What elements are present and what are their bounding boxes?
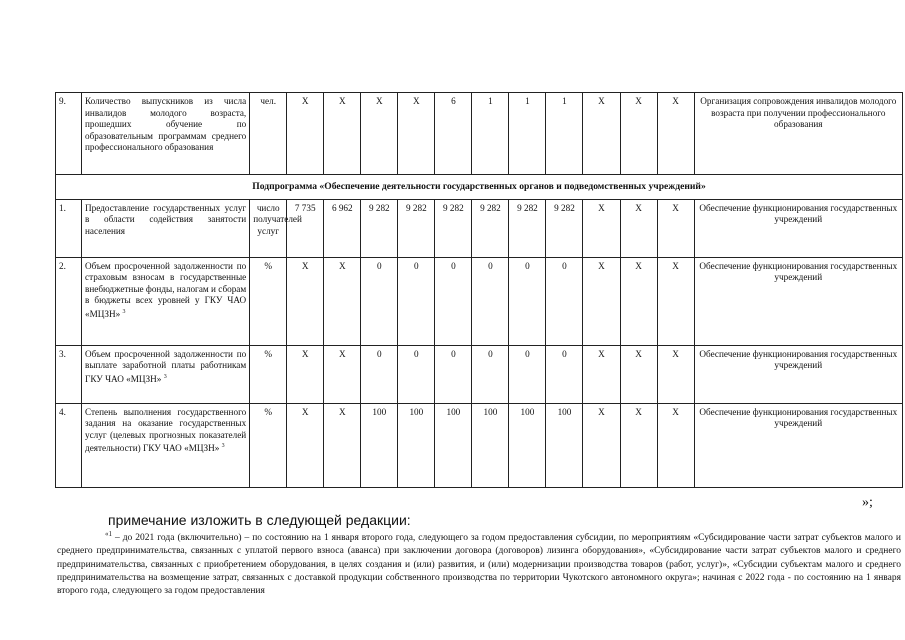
value-cell: X — [361, 93, 398, 175]
footnote-ref: 3 — [221, 443, 225, 449]
value-cell: 100 — [509, 403, 546, 487]
value-cell: X — [287, 93, 324, 175]
value-cell: 0 — [435, 257, 472, 345]
value-cell: 9 282 — [361, 199, 398, 257]
indicator-name — [82, 93, 250, 175]
value-cell: 9 282 — [398, 199, 435, 257]
note-body — [57, 528, 901, 599]
row-number: 9. — [56, 93, 82, 175]
value-cell: 0 — [472, 345, 509, 403]
table-row — [56, 199, 903, 257]
value-cell: 100 — [398, 403, 435, 487]
subprogram-title: Подпрограмма «Обеспечение деятельности государственных органов и подведомственных учреждений» — [56, 175, 903, 200]
value-cell: 100 — [435, 403, 472, 487]
value-cell: 0 — [398, 257, 435, 345]
remark-cell: Обеспечение функционирования государственных учреждений — [694, 257, 902, 345]
note-text: – до 2021 года (включительно) – по состоянию на 1 января второго года, следующего за годом предоставления субсидии, по мероприятиям «Субсидирование части затрат субъектов малого и среднего предпринимательства, связанных с уплатой первого взноса (аванса) при заключении договора (договоров) лизинга оборудования», «Субсидирование части затрат субъектов малого и среднего предпринимательства, связанных с приобретением оборудования, в целях создания и (или) развития, и (или) модернизации производства товаров (работ, услуг)», «Субсидии субъектам малого и среднего предпринимательства на возмещение затрат, связанных с доставкой продукции собственного производства по территории Чукотского автономного округа»; начиная с 2022 года - по состоянию на 1 января второго года, следующего за годом предоставления — [57, 533, 901, 597]
table-row — [56, 257, 903, 345]
value-cell: X — [583, 199, 620, 257]
value-cell: 0 — [546, 345, 583, 403]
value-cell: X — [583, 345, 620, 403]
value-cell: X — [583, 93, 620, 175]
indicator-name-text: Объем просроченной задолженности по выплате заработной платы работникам ГКУ ЧАО «МЦЗН» — [85, 348, 247, 384]
value-cell: 0 — [361, 257, 398, 345]
value-cell: X — [620, 199, 657, 257]
unit-cell: чел. — [250, 93, 287, 175]
value-cell: 100 — [546, 403, 583, 487]
table-row — [56, 403, 903, 487]
value-cell: X — [324, 345, 361, 403]
row-number: 1. — [56, 199, 82, 257]
value-cell: X — [657, 403, 694, 487]
value-cell: 9 282 — [472, 199, 509, 257]
value-cell: X — [398, 93, 435, 175]
value-cell: X — [324, 257, 361, 345]
value-cell: 0 — [361, 345, 398, 403]
value-cell: 1 — [546, 93, 583, 175]
value-cell: 100 — [472, 403, 509, 487]
row-number: 4. — [56, 403, 82, 487]
indicator-name — [82, 345, 250, 403]
value-cell: 0 — [435, 345, 472, 403]
unit-cell: % — [250, 257, 287, 345]
footnote-ref: 3 — [163, 373, 167, 380]
remark-cell: Обеспечение функционирования государственных учреждений — [694, 403, 902, 487]
value-cell: X — [287, 257, 324, 345]
row-number: 3. — [56, 345, 82, 403]
value-cell: 9 282 — [546, 199, 583, 257]
note-title: примечание изложить в следующей редакции: — [108, 512, 411, 528]
value-cell: X — [657, 93, 694, 175]
indicator-name-text: Степень выполнения государственного задания на оказание государственных услуг (целевых прогнозных показателей деятельности) ГКУ ЧАО «МЦЗН» — [85, 406, 247, 454]
value-cell: X — [620, 257, 657, 345]
value-cell: 0 — [509, 345, 546, 403]
footnote-ref: 3 — [122, 308, 126, 315]
value-cell: X — [620, 345, 657, 403]
value-cell: 0 — [398, 345, 435, 403]
value-cell: 0 — [472, 257, 509, 345]
value-cell: 0 — [546, 257, 583, 345]
row-number: 2. — [56, 257, 82, 345]
value-cell: X — [657, 199, 694, 257]
table-row — [56, 345, 903, 403]
value-cell: X — [657, 257, 694, 345]
indicator-name-text: Количество выпускников из числа инвалидов молодого возраста, прошедших обучение по образовательным программам среднего профессионального образования — [85, 96, 247, 152]
remark-cell: Обеспечение функционирования государственных учреждений — [694, 199, 902, 257]
remark-cell: Обеспечение функционирования государственных учреждений — [694, 345, 902, 403]
indicators-table — [55, 92, 903, 488]
value-cell: X — [620, 403, 657, 487]
subprogram-header-row — [56, 175, 903, 200]
table-row — [56, 93, 903, 175]
value-cell: 100 — [361, 403, 398, 487]
value-cell: X — [324, 403, 361, 487]
indicator-name-text: Предоставление государственных услуг в области содействия занятости населения — [85, 202, 247, 236]
value-cell: X — [324, 93, 361, 175]
value-cell: X — [287, 403, 324, 487]
value-cell: X — [583, 257, 620, 345]
closing-quote: »; — [862, 495, 873, 510]
indicator-name — [82, 257, 250, 345]
value-cell: X — [287, 345, 324, 403]
note-open-mark: «1 — [105, 530, 112, 538]
unit-cell: % — [250, 345, 287, 403]
value-cell: 9 282 — [435, 199, 472, 257]
value-cell: X — [657, 345, 694, 403]
value-cell: X — [583, 403, 620, 487]
value-cell: X — [620, 93, 657, 175]
indicator-name — [82, 403, 250, 487]
value-cell: 6 962 — [324, 199, 361, 257]
remark-cell: Организация сопровождения инвалидов молодого возраста при получении профессионального образования — [694, 93, 902, 175]
indicator-name-text: Объем просроченной задолженности по страховым взносам в государственные внебюджетные фонды, налогам и сборам в бюджеты всех уровней у ГКУ ЧАО «МЦЗН» — [85, 260, 247, 319]
value-cell: 7 735 — [287, 199, 324, 257]
value-cell: 0 — [509, 257, 546, 345]
unit-cell: % — [250, 403, 287, 487]
value-cell: 6 — [435, 93, 472, 175]
value-cell: 9 282 — [509, 199, 546, 257]
unit-cell: число получателей услуг — [250, 199, 287, 257]
value-cell: 1 — [509, 93, 546, 175]
value-cell: 1 — [472, 93, 509, 175]
indicator-name — [82, 199, 250, 257]
